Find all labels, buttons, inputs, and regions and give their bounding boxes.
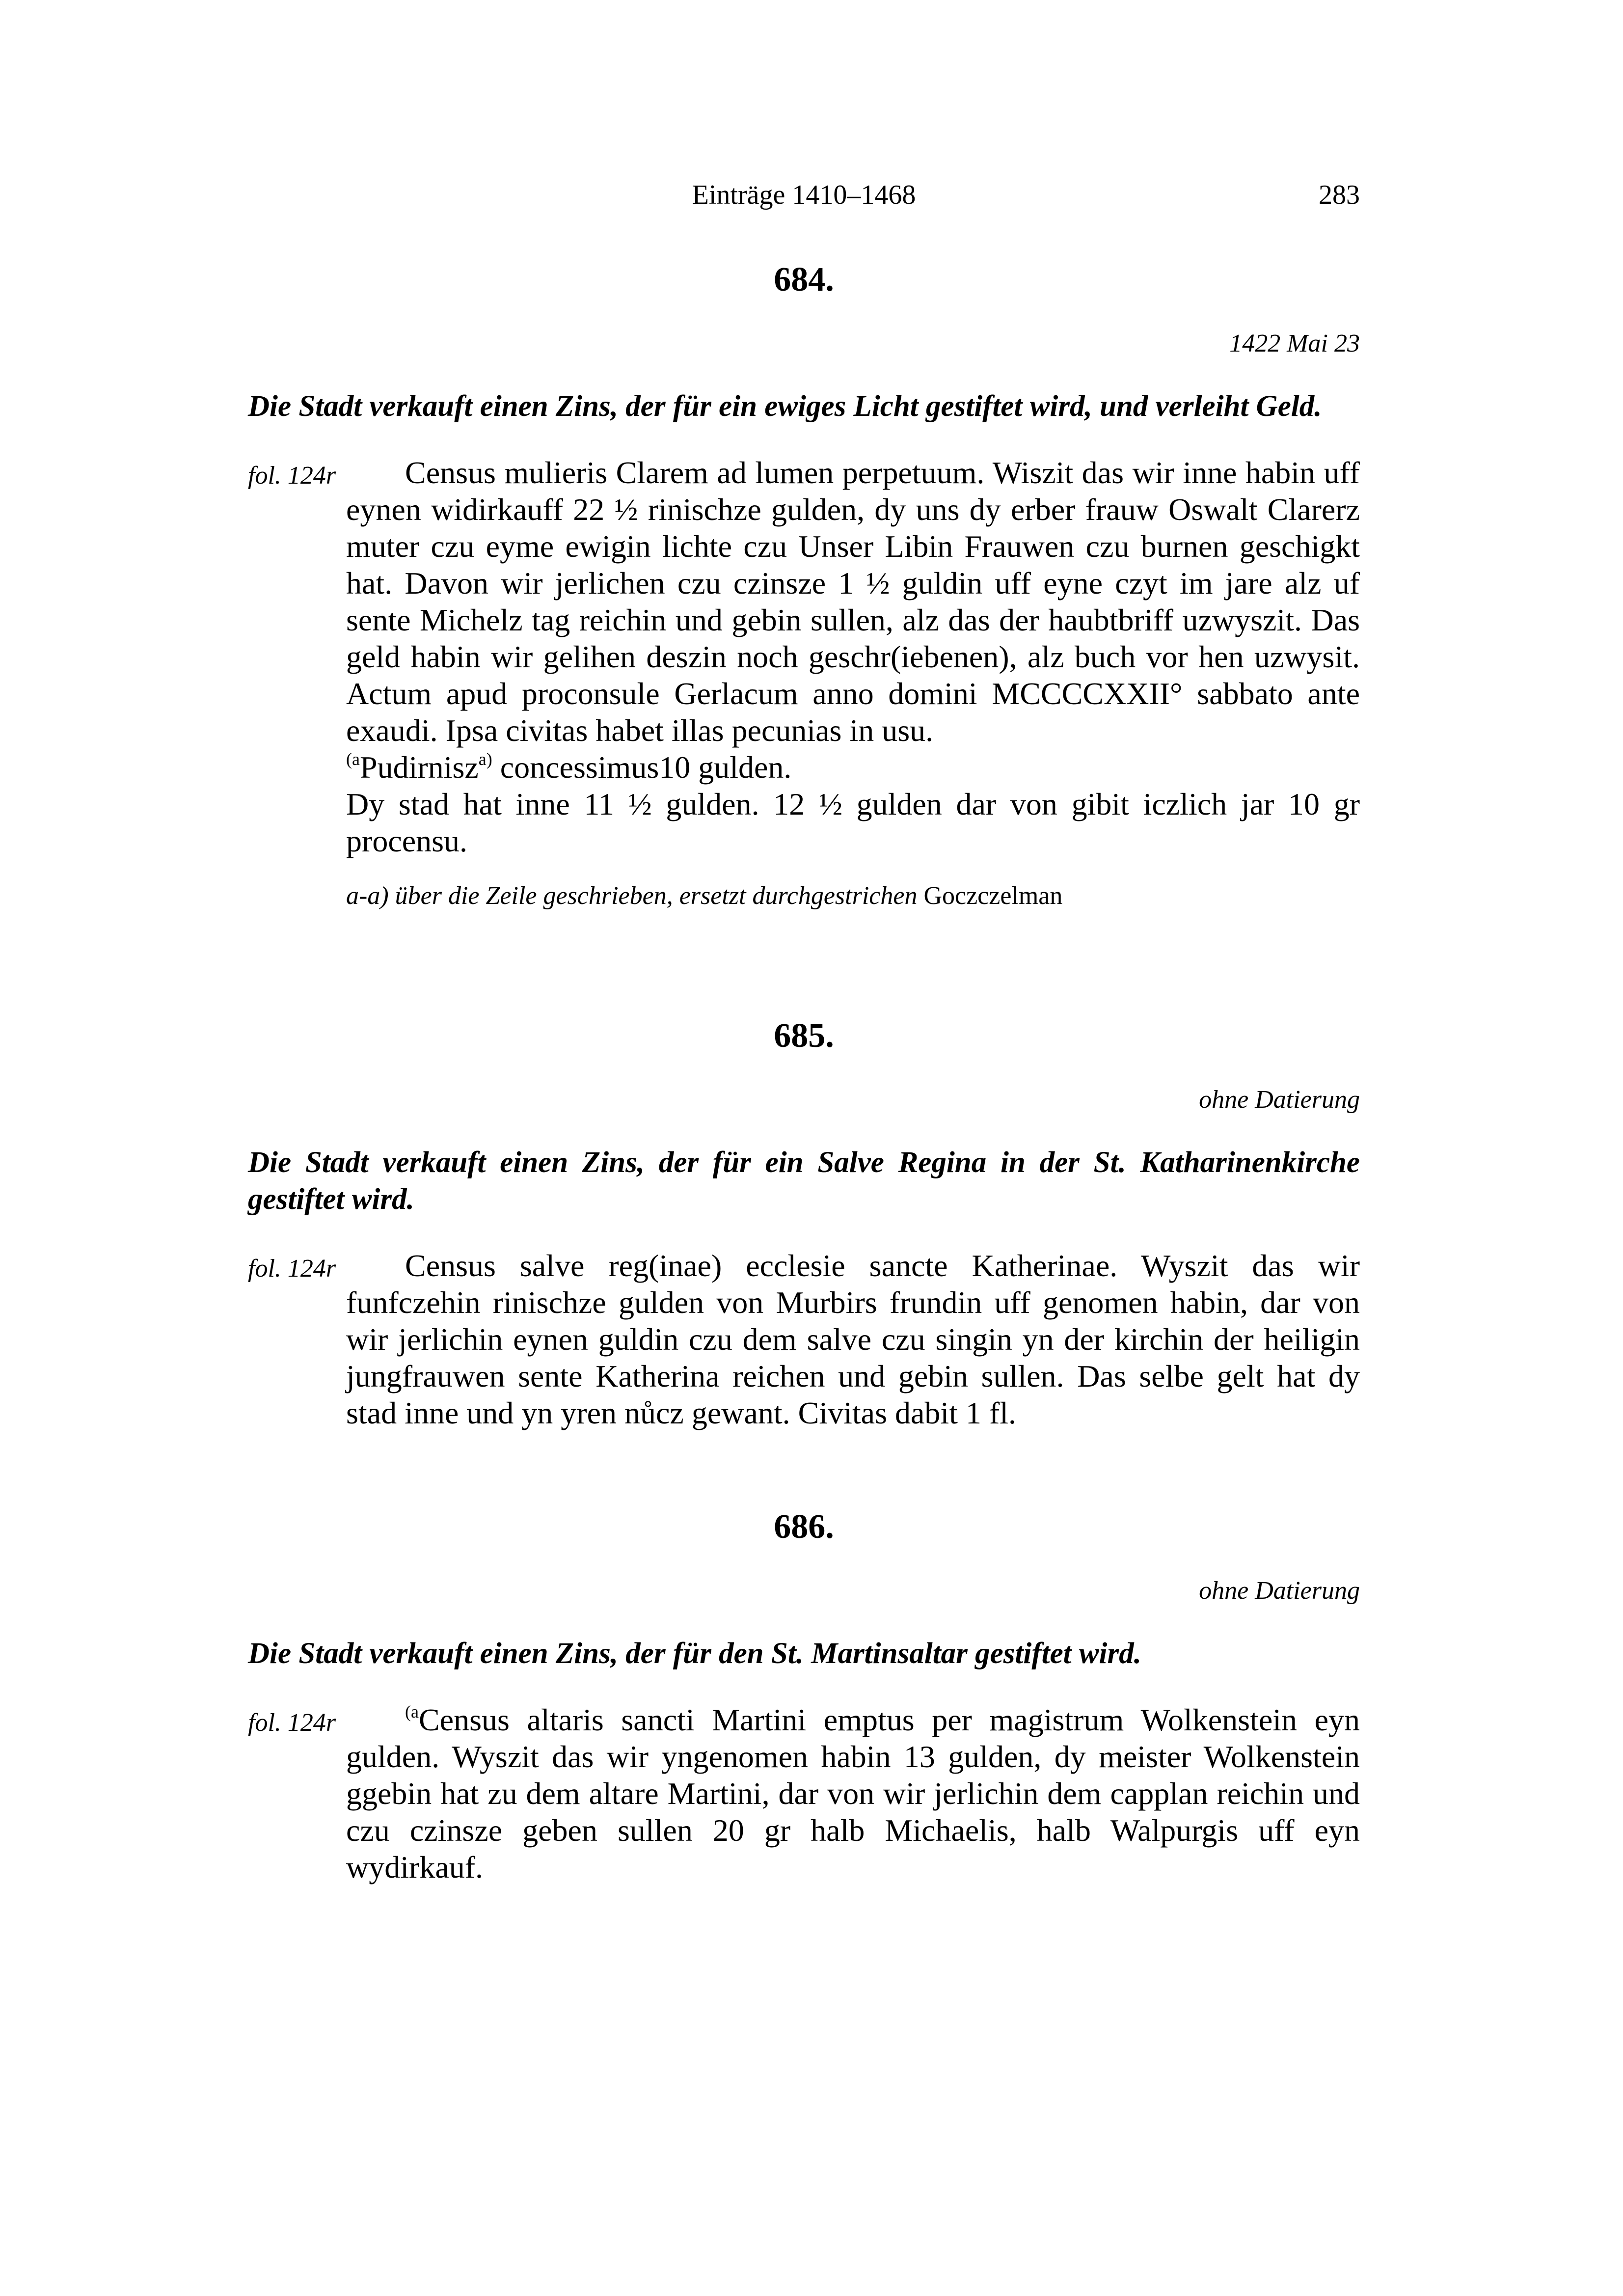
footnote — [346, 879, 1360, 913]
note-marker-open: (a — [405, 1702, 419, 1722]
running-title: Einträge 1410–1468 — [692, 180, 916, 210]
entry-regest: Die Stadt verkauft einen Zins, der für ein Salve Regina in der St. Katharinenkirche gestiftet wird. — [248, 1146, 1360, 1216]
entry-text: Census salve reg(inae) ecclesie sancte Katherinae. Wyszit das wir funfczehin rinischze gulden von Murbirs frundin uff genomen habin, dar von wir jerlichin eynen guldin czu dem salve czu singin yn der kirchin der heiligin jungfrauwen sente Katherina reichen und gebin sullen. Das selbe gelt hat dy stad inne und yn yren nůcz gewant. Civitas dabit 1 fl. — [346, 1248, 1360, 1430]
entry-text-note — [346, 749, 1360, 786]
entry-date: ohne Datierung — [1199, 1086, 1360, 1114]
entry-text — [346, 1701, 1360, 1886]
entry-text: Census mulieris Clarem ad lumen perpetuum. Wiszit das wir inne habin uff eynen widirkauff 22 ½ rinischze gulden, dy uns dy erber frauw Oswalt Clarerz muter czu eyme ewigin lichte czu Unser Libin Frauwen czu burnen geschigkt hat. Davon wir jerlichen czu czinsze 1 ½ guldin uff eyne czyt im jare alz uf sente Michelz tag reichin und gebin sullen, alz das der haubtbriff uzwyszit. Das geld habin wir gelihen deszin noch geschr(iebenen), alz buch vor hen uzwysit. Actum apud proconsule Gerlacum anno domini MCCCCXXII° sabbato ante exaudi. Ipsa civitas habet illas pecunias in usu. — [346, 455, 1360, 748]
entry-regest: Die Stadt verkauft einen Zins, der für ein ewiges Licht gestiftet wird, und verleiht Geld. — [248, 390, 1322, 423]
entry-body — [248, 454, 1360, 913]
folio-reference: fol. 124r — [248, 1709, 336, 1737]
note-word: Pudirnisz — [359, 750, 479, 785]
footnote-plain: Goczczelman — [917, 882, 1063, 910]
entry-body — [248, 1701, 1360, 1886]
footnote-italic: a-a) über die Zeile geschrieben, ersetzt durchgestrichen — [346, 882, 918, 910]
entry-number: 686. — [774, 1508, 834, 1546]
entry-date: 1422 Mai 23 — [1229, 329, 1360, 357]
folio-reference: fol. 124r — [248, 1255, 336, 1283]
page-number: 283 — [1319, 180, 1360, 210]
entry-date: ohne Datierung — [1199, 1577, 1360, 1605]
note-rest: concessimus10 gulden. — [492, 750, 792, 785]
entry-number: 684. — [774, 261, 834, 299]
entry-text-addition: Dy stad hat inne 11 ½ gulden. 12 ½ gulden dar von gibit iczlich jar 10 gr procensu. — [346, 787, 1360, 858]
entry-685 — [248, 1011, 1360, 1431]
note-marker-close: a) — [478, 749, 492, 769]
entry-text-body: Census altaris sancti Martini emptus per magistrum Wolkenstein eyn gulden. Wyszit das wir yngenomen habin 13 gulden, dy meister Wolkenstein ggebin hat zu dem altare Martini, dar von wir jerlichin dem capplan reichin und czu czinsze geben sullen 20 gr halb Michaelis, halb Walpurgis uff eyn wydirkauf. — [346, 1702, 1360, 1885]
entry-number: 685. — [774, 1017, 834, 1055]
entry-body — [248, 1247, 1360, 1431]
folio-reference: fol. 124r — [248, 462, 336, 490]
page-header — [248, 173, 1360, 217]
note-marker-open: (a — [346, 749, 360, 769]
entry-684 — [248, 255, 1360, 913]
entry-686 — [248, 1503, 1360, 1886]
entry-regest: Die Stadt verkauft einen Zins, der für den St. Martinsaltar gestiftet wird. — [248, 1637, 1141, 1670]
